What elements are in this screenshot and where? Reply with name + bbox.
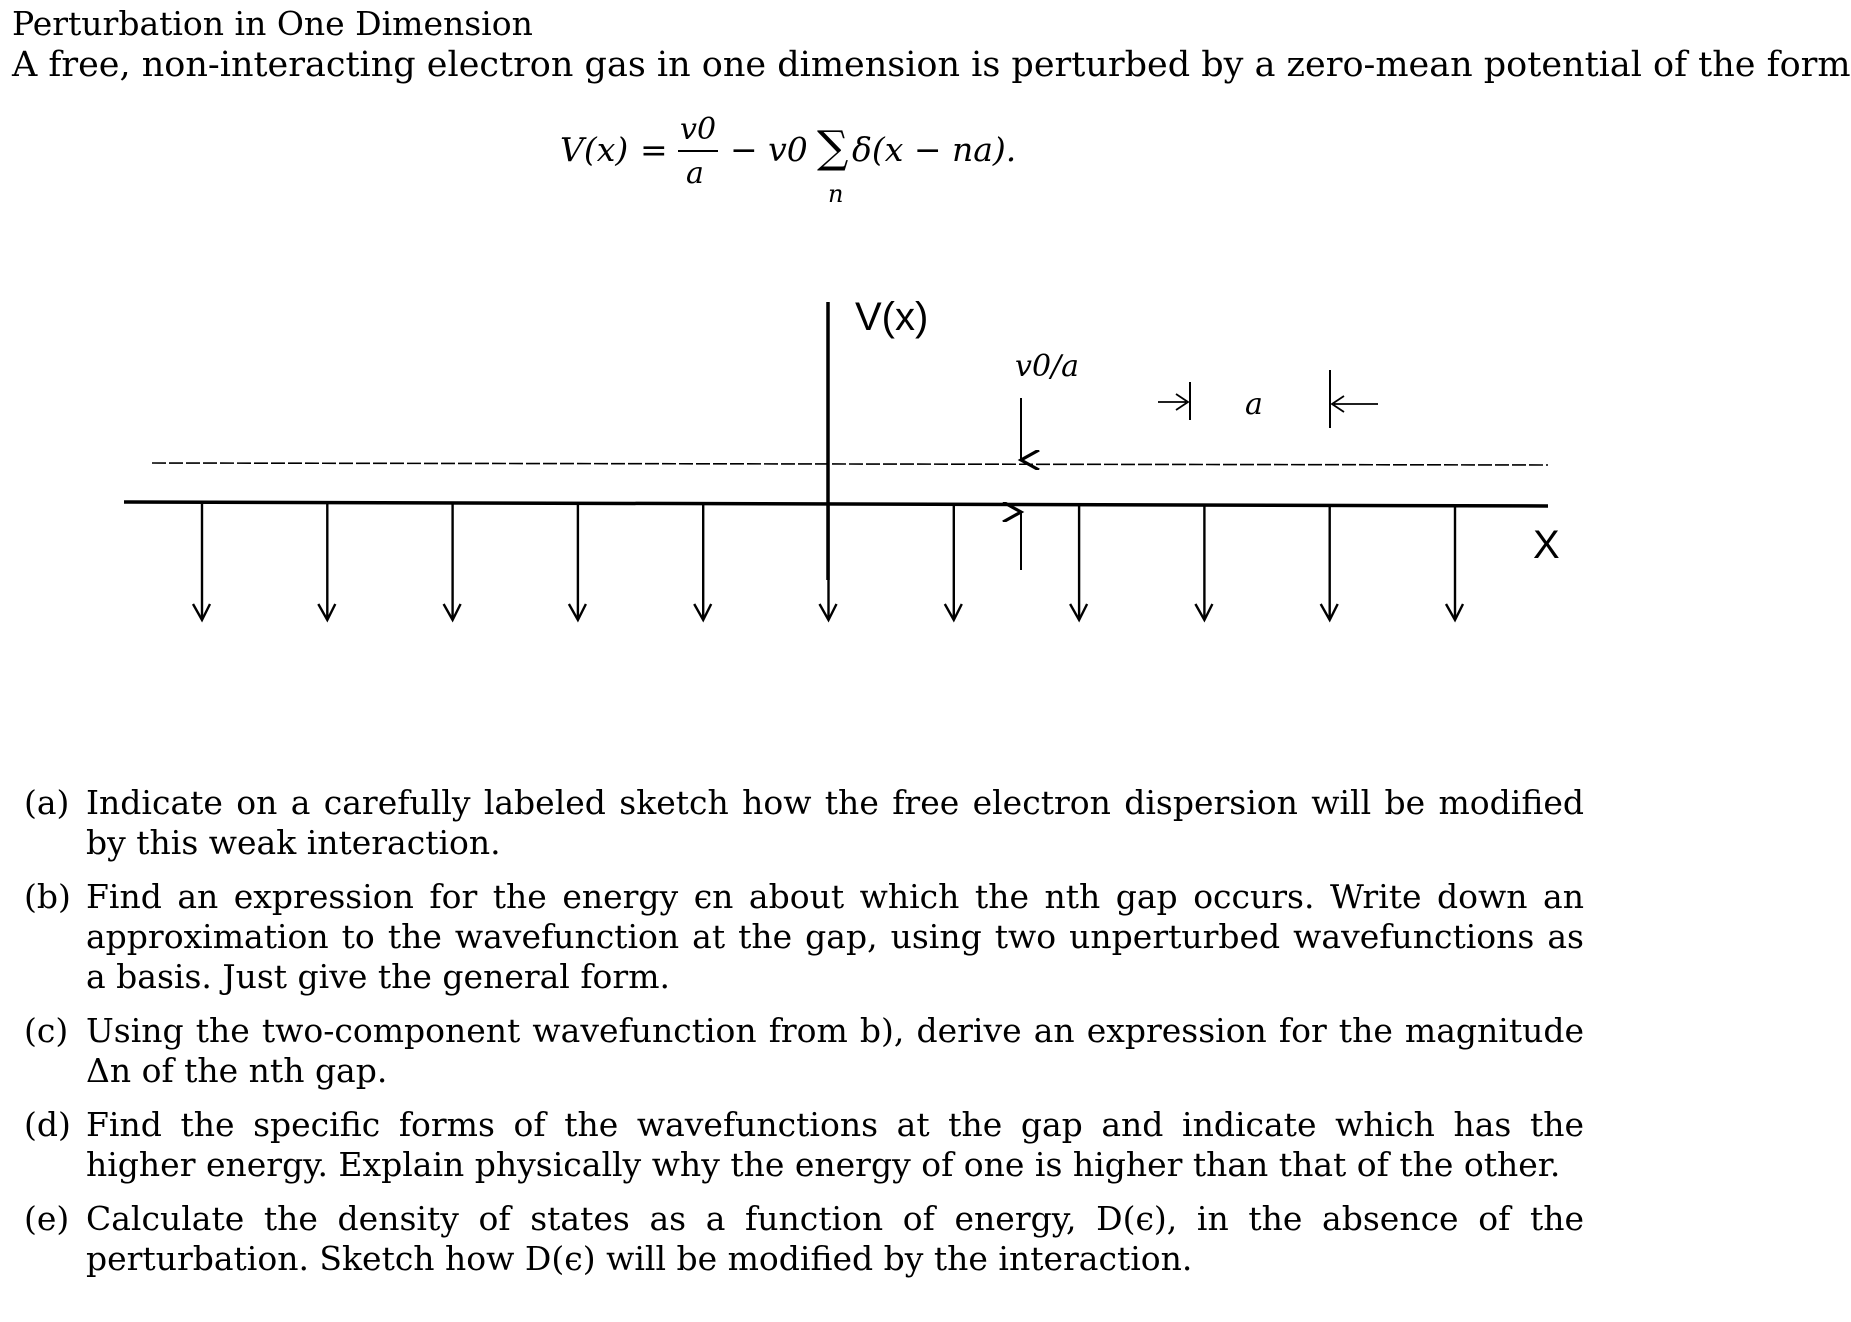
question-label: (c) — [24, 1011, 69, 1050]
question-label: (e) — [24, 1199, 70, 1238]
fraction-denominator: a — [686, 156, 704, 191]
level-label: v0/a — [1015, 349, 1080, 384]
x-axis — [124, 502, 1548, 506]
question-text: Calculate the density of states as a function of energy, D(ϵ), in the absence of the perturbation. Sketch how D(ϵ) will be modified by the interaction. — [86, 1199, 1584, 1278]
mean-level-line — [152, 463, 1548, 465]
sum-index: n — [828, 180, 844, 208]
question-item — [24, 1105, 1584, 1185]
equation-minus-v0: − v0 — [730, 130, 808, 169]
spacing-arrow-left — [1158, 394, 1188, 410]
spacing-label: a — [1245, 387, 1263, 422]
fraction-bar — [678, 150, 718, 152]
sum-symbol: ∑ — [817, 122, 849, 173]
question-label: (b) — [24, 877, 71, 916]
spacing-arrow-right — [1332, 396, 1378, 412]
question-item — [24, 1199, 1584, 1279]
question-label: (d) — [24, 1105, 71, 1144]
potential-equation — [560, 108, 1120, 218]
question-text: Find the specific forms of the wavefunctions at the gap and indicate which has the higher energy. Explain physically why the energy of one is higher than that of the other. — [86, 1105, 1584, 1184]
question-list — [24, 783, 1584, 1293]
question-item — [24, 1011, 1584, 1091]
equation-lhs: V(x) — [560, 130, 629, 169]
equation-delta: δ(x − na). — [852, 130, 1017, 169]
x-axis-label: X — [1533, 523, 1560, 567]
page-title: Perturbation in One Dimension — [12, 4, 533, 43]
question-text: Indicate on a carefully labeled sketch how the free electron dispersion will be modified by this weak interaction. — [86, 783, 1584, 862]
equation-equals: = — [640, 130, 668, 169]
question-text: Find an expression for the energy ϵn about which the nth gap occurs. Write down an approximation to the wavefunction at the gap, using two unperturbed wavefunctions as a basis. Just give the general form. — [86, 877, 1584, 996]
question-label: (a) — [24, 783, 70, 822]
fraction-numerator: v0 — [680, 112, 717, 147]
question-item — [24, 877, 1584, 997]
question-item — [24, 783, 1584, 863]
delta-arrows — [193, 504, 1463, 620]
v-axis-label: V(x) — [855, 295, 929, 339]
potential-sketch — [0, 280, 1600, 660]
question-text: Using the two-component wavefunction from b), derive an expression for the magnitude Δn of the nth gap. — [86, 1011, 1584, 1090]
intro-text: A free, non-interacting electron gas in one dimension is perturbed by a zero-mean potential of the form — [12, 45, 1851, 85]
